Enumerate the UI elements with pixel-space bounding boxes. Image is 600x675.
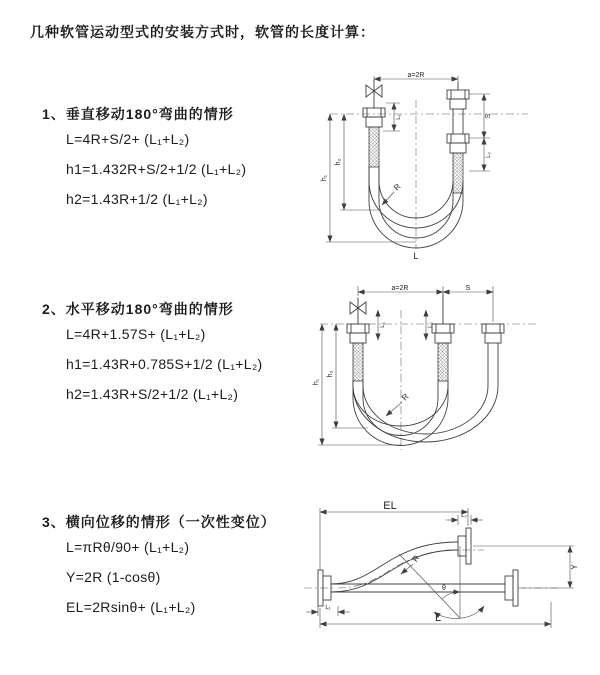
right-flange-fitting-moved [482, 324, 504, 343]
formula-line: h1=1.432R+S/2+1/2 (L₁+L₂) [66, 161, 247, 177]
braided-hose-section [453, 153, 463, 193]
diagram-vertical-180-bend [310, 70, 594, 262]
radius-callout [386, 392, 411, 416]
dimension-l2 [446, 513, 483, 525]
dimension-el [320, 500, 468, 570]
right-flange-fittings [447, 82, 469, 193]
label-l2: L₂ [461, 513, 467, 519]
section-3-heading: 3、横向位移的情形（一次性变位） [42, 514, 276, 530]
braided-hose-section [438, 343, 448, 381]
dimension-s [443, 285, 493, 292]
label-l: L [434, 612, 442, 624]
label-s: S [465, 285, 471, 292]
label-l1: L₁ [396, 114, 402, 120]
centerlines [304, 550, 560, 588]
page-title: 几种软管运动型式的安装方式时，软管的长度计算： [30, 24, 375, 40]
label-h1: h₁ [313, 378, 320, 386]
label-s: S [485, 113, 492, 119]
dimension-h1-h2 [321, 114, 416, 242]
left-flange-fitting [363, 108, 385, 167]
label-h2: h₂ [335, 158, 342, 166]
dimension-s-l2 [469, 94, 492, 171]
label-a-2r: a=2R [391, 285, 409, 292]
dimension-a-2r [374, 72, 458, 82]
s-curve-hose [331, 528, 471, 592]
section-1-heading: 1、垂直移动180°弯曲的情形 [42, 106, 234, 122]
formula-line: L=πRθ/90+ (L₁+L₂) [66, 539, 190, 555]
dimension-l1 [306, 605, 350, 616]
radius-callout [382, 182, 403, 205]
label-l2: L₂ [486, 152, 492, 158]
label-el: EL [383, 500, 397, 512]
label-l-bottom: L [413, 251, 419, 261]
valve-icon [366, 80, 382, 108]
dimension-l1 [383, 103, 402, 131]
dimension-y [473, 546, 579, 588]
formula-line: EL=2Rsinθ+ (L₁+L₂) [66, 599, 196, 615]
dimension-l1-l2 [378, 310, 434, 340]
dimension-h1-h2 [313, 324, 401, 445]
formula-line: Y=2R (1-cosθ) [66, 569, 161, 585]
label-l2: L₂ [428, 322, 434, 328]
label-theta: θ [442, 585, 446, 592]
formula-line: L=4R+1.57S+ (L₁+L₂) [66, 326, 206, 342]
label-h2: h₂ [327, 370, 334, 378]
centerlines [330, 100, 528, 248]
formula-line: L=4R+S/2+ (L₁+L₂) [66, 131, 190, 147]
formula-line: h2=1.43R+S/2+1/2 (L₁+L₂) [66, 386, 239, 402]
label-r: R [392, 182, 403, 193]
formula-line: h2=1.43R+1/2 (L₁+L₂) [66, 191, 208, 207]
diagram-lateral-displacement [298, 498, 598, 648]
section-lateral-displacement [42, 512, 276, 622]
u-bend-hose-positions [353, 343, 498, 446]
label-l1: L₁ [380, 322, 386, 328]
formula-line: h1=1.43R+0.785S+1/2 (L₁+L₂) [66, 356, 263, 372]
original-straight-hose [331, 570, 518, 606]
label-h1: h₁ [321, 174, 328, 182]
braided-hose-section [353, 343, 363, 381]
braided-hose-section [369, 127, 379, 167]
section-2-heading: 2、水平移动180°弯曲的情形 [42, 301, 234, 317]
label-r: R [410, 553, 422, 564]
label-a-2r: a=2R [407, 72, 425, 79]
label-r: R [400, 392, 411, 403]
diagram-horizontal-180-bend [306, 278, 598, 463]
section-vertical-movement [42, 104, 246, 214]
label-y: Y [570, 564, 579, 570]
left-flange-fitting [347, 324, 369, 381]
valve-icon [350, 298, 366, 324]
label-l1: L₁ [325, 605, 331, 611]
section-horizontal-movement [42, 299, 263, 409]
